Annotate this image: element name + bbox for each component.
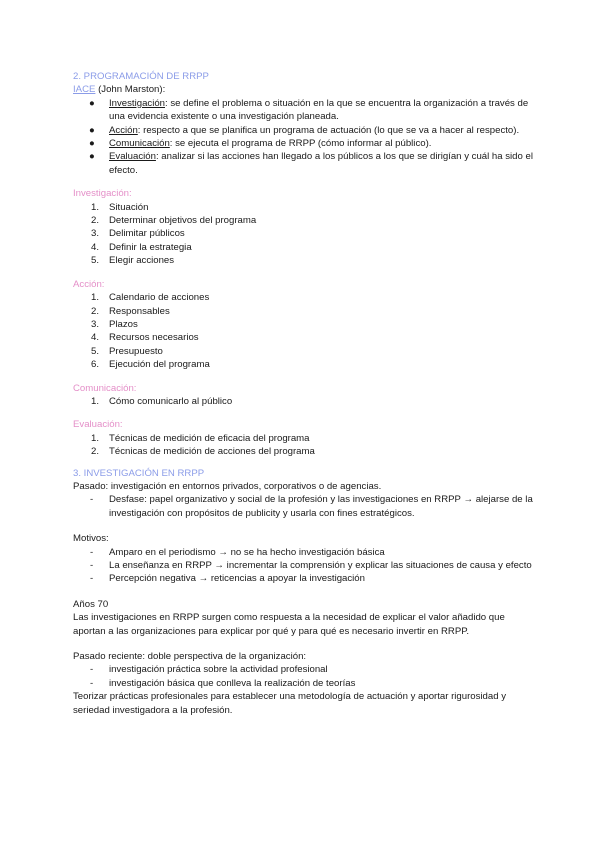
section-2-title: 2. PROGRAMACIÓN DE RRPP — [73, 71, 209, 82]
list-item: 3. Delimitar públicos — [91, 228, 185, 240]
list-item: - La enseñanza en RRPP → incrementar la comprensión y explicar las situaciones de causa y efecto — [90, 560, 532, 571]
bullet-icon: ● — [89, 151, 95, 163]
list-item: 1. Situación — [91, 201, 149, 213]
list-item: 4. Definir la estrategia — [91, 241, 192, 253]
list-item: - investigación práctica sobre la actividad profesional — [90, 664, 328, 676]
iace-text: : se ejecuta el programa de RRPP (cómo informar al público). — [169, 138, 432, 150]
pasado-reciente-line: Pasado reciente: doble perspectiva de la organización: — [73, 651, 307, 663]
dash-icon: - — [90, 677, 94, 689]
iace-label: IACE — [73, 84, 96, 96]
document-page — [73, 70, 533, 717]
iace-list — [73, 97, 533, 177]
bullet-icon: ● — [89, 138, 95, 150]
list-item: 5. Elegir acciones — [91, 255, 175, 267]
list-item: - investigación básica que conlleva la realización de teorías — [90, 677, 356, 689]
iace-item — [73, 124, 533, 137]
motivos-list — [73, 546, 533, 586]
list-item: - Desfase: papel organizativo y social de la profesión y las investigaciones en RRPP → alejarse de la investigación con propósitos de publicity y usarla con fines estratégicos. — [90, 494, 533, 519]
bullet-icon: ● — [89, 97, 95, 109]
reciente-list — [73, 663, 533, 690]
iace-author: (John Marston): — [95, 84, 166, 96]
list-item: 5. Presupuesto — [91, 345, 163, 357]
list-item: 3. Plazos — [91, 318, 138, 330]
investigacion-title: Investigación: — [73, 188, 132, 200]
anos-70-text: Las investigaciones en RRPP surgen como respuesta a la necesidad de explicar el valor añadido que aportan a las organizaciones para explicar por qué y para qué es necesario invertir en RRPP. — [73, 612, 505, 637]
iace-term: Investigación — [109, 97, 165, 109]
list-item: 2. Técnicas de medición de acciones del programa — [91, 446, 315, 458]
iace-item — [73, 97, 533, 124]
iace-line — [73, 83, 533, 96]
accion-title: Acción: — [73, 278, 105, 290]
pasado-line: Pasado: investigación en entornos privados, corporativos o de agencias. — [73, 480, 382, 492]
dash-icon: - — [90, 494, 94, 506]
anos-70-heading: Años 70 — [73, 598, 109, 610]
dash-icon: - — [90, 560, 94, 571]
list-item: - Percepción negativa → reticencias a apoyar la investigación — [90, 573, 365, 585]
iace-text: : analizar si las acciones han llegado a los públicos a los que se dirigían y cuál ha sido el efecto. — [109, 151, 533, 176]
iace-text: : respecto a que se planifica un programa de actuación (lo que se va a hacer al respecto). — [137, 124, 520, 136]
pasado-list — [73, 493, 533, 520]
dash-icon: - — [90, 664, 94, 676]
list-item: - Amparo en el periodismo → no se ha hecho investigación básica — [90, 546, 385, 558]
teorizar-text: Teorizar prácticas profesionales para establecer una metodología de actuación y aportar rigurosidad y seriedad investigadora a la profesión. — [73, 691, 507, 716]
list-item: 2. Responsables — [91, 305, 170, 317]
dash-icon: - — [90, 573, 94, 585]
list-item: 1. Técnicas de medición de eficacia del programa — [91, 432, 310, 444]
section-3-title: 3. INVESTIGACIÓN EN RRPP — [73, 467, 205, 479]
comunicacion-list — [73, 395, 533, 408]
evaluacion-title: Evaluación: — [73, 419, 123, 431]
iace-term: Evaluación — [109, 151, 156, 163]
investigacion-list — [73, 201, 533, 268]
accion-list — [73, 291, 533, 371]
list-item: 1. Calendario de acciones — [91, 292, 210, 304]
motivos-line: Motivos: — [73, 533, 109, 545]
iace-text: : se define el problema o situación en la que se encuentra la organización a través de una evidencia existente o una investigación planeada. — [109, 97, 529, 123]
list-item: 4. Recursos necesarios — [91, 332, 199, 344]
iace-item — [73, 150, 533, 177]
comunicacion-title: Comunicación: — [73, 382, 137, 394]
dash-icon: - — [90, 546, 94, 558]
list-item: 6. Ejecución del programa — [91, 359, 210, 371]
bullet-icon: ● — [89, 124, 95, 136]
iace-term: Acción — [109, 124, 138, 136]
evaluacion-list — [73, 432, 533, 459]
list-item: 1. Cómo comunicarlo al público — [91, 395, 233, 407]
iace-item — [73, 137, 533, 150]
list-item: 2. Determinar objetivos del programa — [91, 215, 257, 227]
iace-term: Comunicación — [109, 138, 170, 150]
